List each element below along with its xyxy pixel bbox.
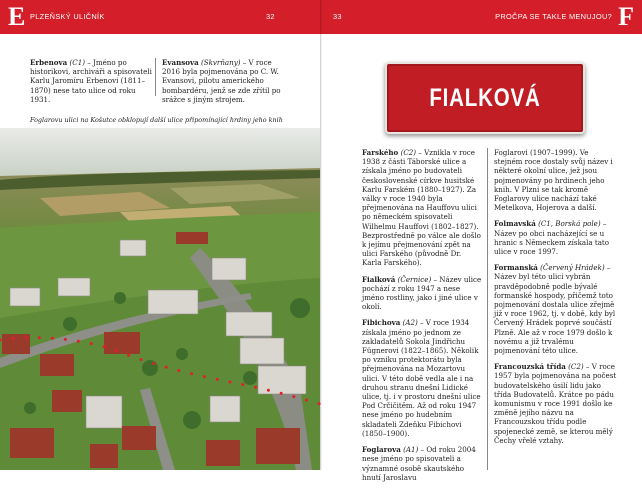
entry-text: – Název po obci nacházející se u hranic s Německem získala tato ulice v roce 1997. [494,219,610,257]
entry-francouzska [494,362,618,445]
entry-code: (Červený Hrádek) [540,263,605,273]
entry-erbenova [30,58,154,104]
entry-name: Farského [362,148,399,157]
entry-folmavska [494,219,618,256]
entry-fibichova [362,318,482,438]
book-gutter [320,0,322,470]
right-column-1 [362,148,482,489]
entry-foglarova [362,445,482,482]
entry-name: Evansova [162,58,199,67]
entry-name: Erbenova [30,58,68,67]
entry-formanska [494,263,618,355]
entry-name: Francouzská třída [494,362,566,372]
column-divider [487,148,488,470]
entry-text: – V roce 1957 byla pojmenována na počest budovatelského úsilí lidu jako třída Budovatelů. Krátce po pádu komunismu v roce 1991 došlo ke změně jejího názvu na Francouzskou třídu podle spojenecké země, se kterou mělý Čechy vřelé vztahy. [494,362,617,445]
page-number-left: 32 [266,12,275,21]
entry-text: – Od roku 2004 nese jméno po spisovateli a významné osobě skautského hnutí Jaroslavu [362,445,476,482]
entry-code: (C2) [400,148,417,157]
entry-name: Foglarova [362,445,401,455]
entry-name: Fialková [362,274,396,284]
entry-code: (C1, Borská pole) [538,219,601,229]
entry-code: (C2) [568,362,584,372]
street-sign-text: FIALKOVÁ [429,84,541,112]
entry-text: – Název ulice pochází z roku 1947 a nese jméno rostliny, jako i jiné ulice v okolí. [362,274,482,312]
entry-code: (Skvrňany) [201,58,241,67]
entry-farskeho [362,148,482,268]
entry-text: – V roce 2016 byla pojmenována po C. W. Evansovi, pilotu amerického bombardéru, jenž se zde zřítil po srážce s jiným strojem. [162,58,281,104]
entry-evansova [162,58,288,104]
entry-text: – Vznikla v roce 1938 z části Táborské ulice a získala jméno po budovateli československé církve husitské Karlu Farském (1880–1927). Za války v roce 1940 byla přejmenována na Hauffovu ulici po německém spisovateli Wilhelmu Hauffovi (1802–1827). Bezprostředně po válce ale došlo k jejímu přejmenování zpět na ulici Farského (původně Dr. Karla Farského). [362,148,481,268]
right-column-2 [494,148,618,452]
chapter-title: PROČPA SE TAKLE MENUJOU? [495,12,612,21]
book-title: PLZEŇSKÝ ULIČNÍK [30,12,105,21]
aerial-photo [0,128,320,470]
section-letter-right: F [618,2,634,31]
entry-text: Foglarovi (1907–1999). Ve stejném roce dostaly svůj název i některé okolní ulice, jež jsou pojmenovány po hrdinech jeho knih. V Plzni se tak kromě Foglarovy ulice nachází také Metelkova, Hojerova a další. [494,148,613,213]
entry-text: – Jméno po historikovi, archiváři a spisovateli Karlu Jaromíru Erbenovi (1811–1870) nese tato ulice od roku 1931. [30,58,152,104]
entry-foglarova-continued [494,148,618,212]
street-sign [385,62,585,134]
column-divider [155,58,156,96]
entry-code: (C1) [69,58,85,67]
photo-caption: Foglarovu ulici na Košutce obklopují další ulice připomínající hrdiny jeho knih [30,116,283,124]
page-number-right: 33 [333,12,342,21]
section-letter-left: E [8,2,26,31]
entry-text: – V roce 1934 získala jméno po jednom ze zakladatelů Sokola Jindřichu Fügnerovi (1822–1865). Několik po vzniku protektorátu byla přejmenována na Mozartovu ulici. V této době vedla ale i na druhou stranu dnešní Lidické ulice, tj. i v prostoru dnešní ulice Pod Crčičitěm. Až od roku 1947 nese jméno po hudebním skladateli Zdeňku Fibichovi (1850–1900). [362,318,481,438]
entry-name: Fibichova [362,318,401,328]
entry-fialkova [362,275,482,312]
entry-code: (A1) [403,445,419,455]
entry-name: Folmavská [494,219,536,229]
entry-code: (Černice) [397,274,432,284]
entry-name: Formanská [494,263,538,273]
entry-text: – Název byl této ulici vybrán pravděpodobně podle bývalé formanské hospody, přičemž toto pojmenování dostala ulice zřejmě již v roce 1962, tj. v době, kdy byl Červený Hrádek poprvé součástí Plzně. Ale až v roce 1979 došlo k novému a již trvalému pojmenování této ulice. [494,263,616,356]
entry-code: (A2) [402,318,418,328]
